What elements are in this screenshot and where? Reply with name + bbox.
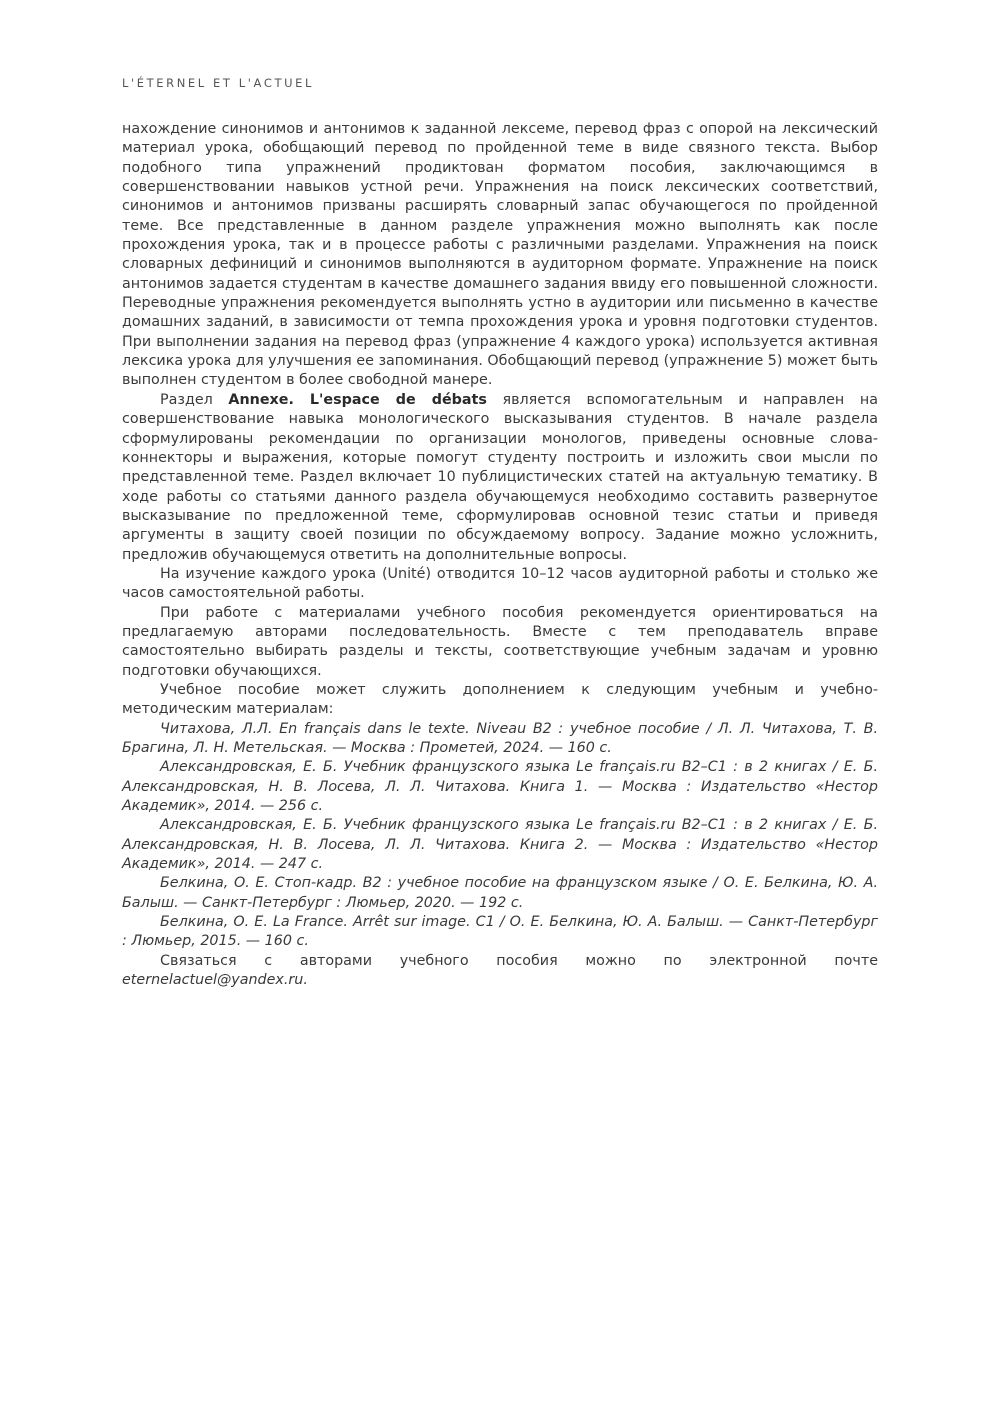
body-paragraph-1: нахождение синонимов и антонимов к заданной лексеме, перевод фраз с опорой на лексический материал урока, обобщающий перевод по пройденной теме в виде связного текста. Выбор подобного типа упражнений продиктован форматом пособия, заключающимся в совершенствовании навыков устной речи. Упражнения на поиск лексических соответствий, синонимов и антонимов призваны расширять словарный запас обучающегося по пройденной теме. Все представленные в данном разделе упражнения можно выполнять как после прохождения урока, так и в процессе работы с различными разделами. Упражнения на поиск словарных дефиниций и синонимов выполняются в аудиторном формате. Упражнение на поиск антонимов задается студентам в качестве домашнего задания ввиду его повышенной сложности. Переводные упражнения рекомендуется выполнять устно в аудитории или письменно в качестве домашних заданий, в зависимости от темпа прохождения урока и уровня подготовки студентов. При выполнении задания на перевод фраз (упражнение 4 каждого урока) используется активная лексика урока для улучшения ее запоминания. Обобщающий перевод (упражнение 5) может быть выполнен студентом в более свободной манере. [122,121,878,389]
page-body [122,120,878,990]
reference-item: Александровская, Е. Б. Учебник французского языка Le français.ru B2–C1 : в 2 книгах / Е. Б. Александровская, Н. В. Лосева, Л. Л. Читахова. Книга 2. — Москва : Издательство «Нестор Академик», 2014. — 247 с. [122,817,878,873]
body-paragraph-5: Учебное пособие может служить дополнением к следующим учебным и учебно-методическим материалам: [122,681,878,718]
contact-text: Связаться с авторами учебного пособия можно по электронной почте [160,952,878,969]
contact-paragraph [122,952,878,991]
reference-item: Белкина, О. Е. La France. Arrêt sur image. C1 / О. Е. Белкина, Ю. А. Балыш. — Санкт-Петербург : Люмьер, 2015. — 160 с. [122,914,878,950]
reference-item: Александровская, Е. Б. Учебник французского языка Le français.ru B2–C1 : в 2 книгах / Е. Б. Александровская, Н. В. Лосева, Л. Л. Читахова. Книга 1. — Москва : Издательство «Нестор Академик», 2014. — 256 с. [122,759,878,815]
body-paragraph-3: На изучение каждого урока (Unité) отводится 10–12 часов аудиторной работы и столько же часов самостоятельной работы. [122,565,878,602]
reference-item: Белкина, О. Е. Стоп-кадр. B2 : учебное пособие на французском языке / О. Е. Белкина, Ю. А. Балыш. — Санкт-Петербург : Люмьер, 2020. — 192 с. [122,875,878,911]
body-paragraph-2 [122,391,878,565]
paragraph-2-rest: является вспомогательным и направлен на совершенствование навыка монологического высказывания студентов. В начале раздела сформулированы рекомендации по организации монологов, приведены основные слова-коннекторы и выражения, которые помогут студенту построить и изложить свои мысли по представленной теме. Раздел включает 10 публицистических статей на актуальную тематику. В ходе работы со статьями данного раздела обучающемуся необходимо составить развернутое высказывание по предложенной теме, сформулировав основной тезис статьи и приведя аргументы в защиту своей позиции по обсуждаемому вопросу. Задание можно усложнить, предложив обучающемуся ответить на дополнительные вопросы. [122,391,878,563]
reference-item: Читахова, Л.Л. En français dans le texte. Niveau B2 : учебное пособие / Л. Л. Читахова, Т. В. Брагина, Л. Н. Метельская. — Москва : Прометей, 2024. — 160 с. [122,720,878,756]
annexe-section-title: Annexe. L'espace de débats [228,391,487,408]
running-header: L'ÉTERNEL ET L'ACTUEL [122,76,314,90]
paragraph-2-lead: Раздел [160,391,229,408]
body-paragraph-4: При работе с материалами учебного пособия рекомендуется ориентироваться на предлагаемую авторами последовательность. Вместе с тем преподаватель вправе самостоятельно выбирать разделы и тексты, соответствующие учебным задачам и уровню подготовки обучающихся. [122,604,878,679]
contact-email: eternelactuel@yandex.ru. [122,972,308,989]
reference-list [122,720,878,952]
